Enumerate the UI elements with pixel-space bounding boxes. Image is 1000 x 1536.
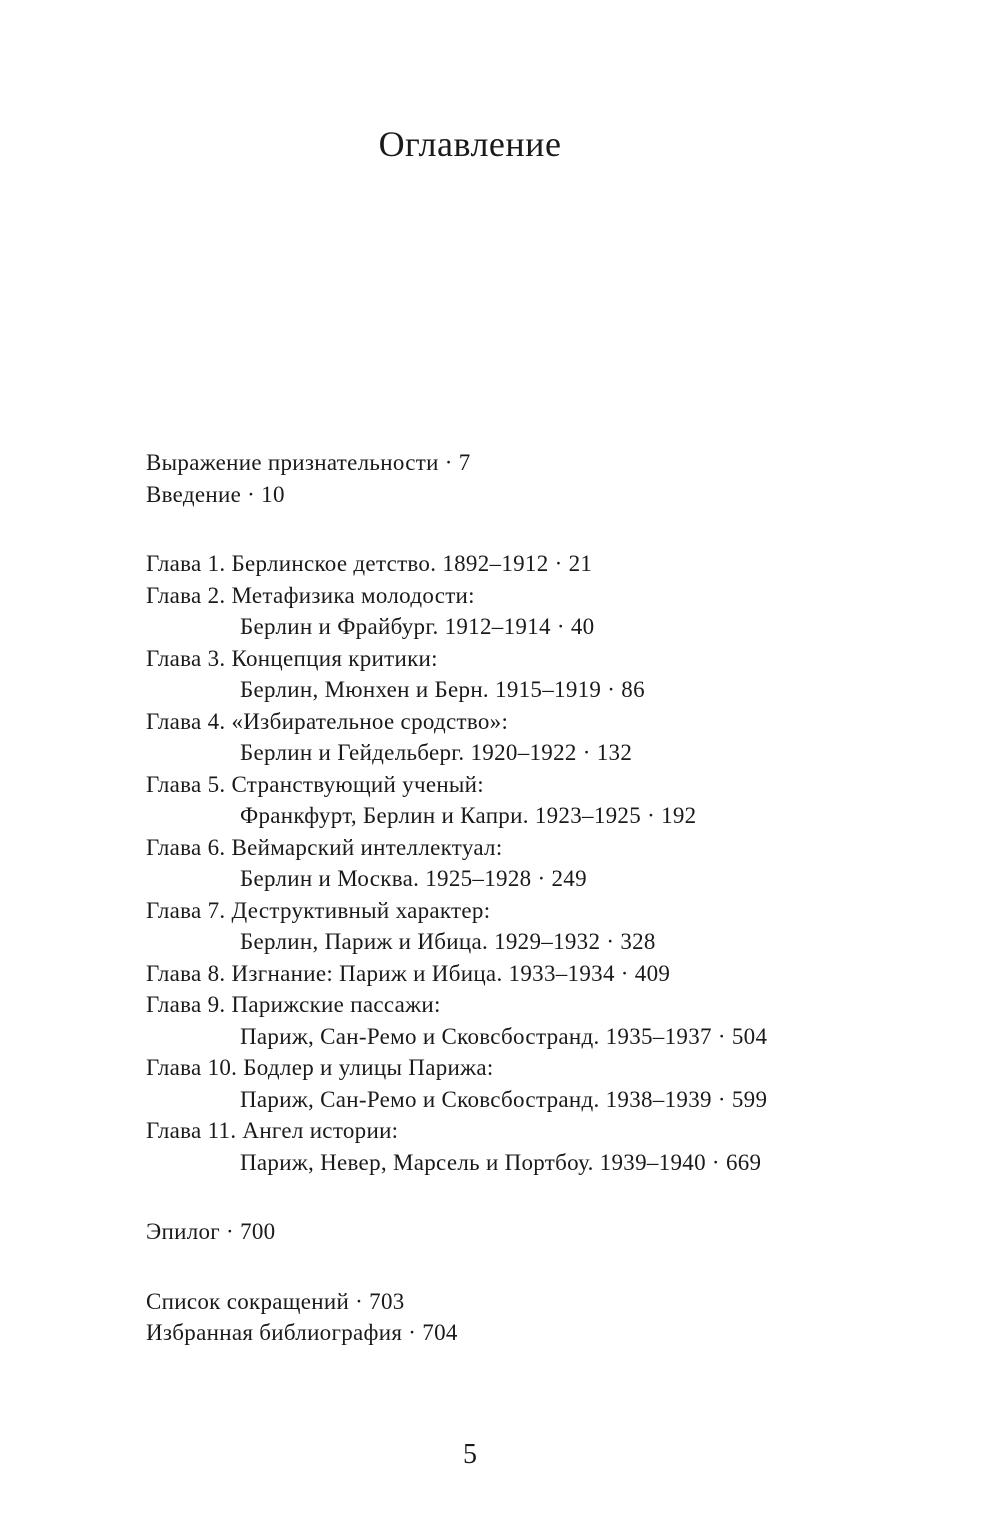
toc-chapter-title: Глава 8. Изгнание: Париж и Ибица. 1933–1934 · 409 bbox=[146, 960, 671, 986]
toc-chapter-title: Глава 6. Веймарский интеллектуал: bbox=[146, 834, 503, 860]
toc-chapters bbox=[146, 548, 926, 1178]
table-of-contents bbox=[146, 447, 926, 1349]
toc-entry-chapter-10 bbox=[146, 1052, 926, 1115]
toc-chapter-subtitle: Берлин и Москва. 1925–1928 · 249 bbox=[240, 866, 587, 891]
toc-chapter-subtitle: Париж, Невер, Марсель и Портбоу. 1939–1940 · 669 bbox=[240, 1149, 762, 1175]
toc-chapter-subtitle: Берлин, Париж и Ибица. 1929–1932 · 328 bbox=[240, 929, 656, 954]
toc-chapter-title: Глава 11. Ангел истории: bbox=[146, 1118, 399, 1143]
toc-entry-bibliography: Избранная библиография · 704 bbox=[146, 1320, 458, 1345]
toc-chapter-subtitle: Париж, Сан-Ремо и Сковсбостранд. 1935–1937 · 504 bbox=[240, 1023, 768, 1049]
toc-entry-chapter-1 bbox=[146, 548, 926, 580]
toc-chapter-title: Глава 7. Деструктивный характер: bbox=[146, 897, 491, 923]
toc-chapter-subtitle: Париж, Сан-Ремо и Сковсбостранд. 1938–1939 · 599 bbox=[240, 1086, 768, 1112]
toc-epilogue bbox=[146, 1216, 926, 1248]
toc-chapter-title: Глава 1. Берлинское детство. 1892–1912 · 21 bbox=[146, 551, 593, 576]
toc-entry-introduction: Введение · 10 bbox=[146, 481, 285, 507]
toc-chapter-subtitle: Берлин и Фрайбург. 1912–1914 · 40 bbox=[240, 614, 595, 639]
toc-chapter-title: Глава 5. Странствующий ученый: bbox=[146, 771, 484, 797]
toc-back-matter bbox=[146, 1286, 926, 1349]
toc-chapter-subtitle: Берлин и Гейдельберг. 1920–1922 · 132 bbox=[240, 740, 633, 765]
toc-entry-chapter-4 bbox=[146, 706, 926, 769]
toc-chapter-title: Глава 9. Парижские пассажи: bbox=[146, 992, 441, 1017]
toc-chapter-title: Глава 10. Бодлер и улицы Парижа: bbox=[146, 1055, 494, 1080]
toc-entry-chapter-7 bbox=[146, 895, 926, 958]
toc-entry-epilogue: Эпилог · 700 bbox=[146, 1219, 276, 1244]
page-number: 5 bbox=[463, 1439, 477, 1470]
toc-entry-chapter-8 bbox=[146, 958, 926, 990]
toc-chapter-title: Глава 3. Концепция критики: bbox=[146, 645, 438, 671]
page-title: Оглавление bbox=[378, 124, 562, 164]
toc-chapter-title: Глава 2. Метафизика молодости: bbox=[146, 582, 475, 608]
toc-chapter-title: Глава 4. «Избирательное сродство»: bbox=[146, 708, 509, 734]
toc-entry-chapter-9 bbox=[146, 989, 926, 1052]
toc-entry-abbreviations: Список сокращений · 703 bbox=[146, 1288, 405, 1314]
toc-entry-acknowledgements: Выражение признательности · 7 bbox=[146, 450, 471, 475]
toc-entry-chapter-11 bbox=[146, 1115, 926, 1178]
toc-entry-chapter-2 bbox=[146, 580, 926, 643]
toc-entry-chapter-6 bbox=[146, 832, 926, 895]
toc-front-matter bbox=[146, 447, 926, 510]
toc-entry-chapter-3 bbox=[146, 643, 926, 706]
toc-chapter-subtitle: Франкфурт, Берлин и Капри. 1923–1925 · 192 bbox=[240, 803, 697, 828]
toc-chapter-subtitle: Берлин, Мюнхен и Берн. 1915–1919 · 86 bbox=[240, 677, 645, 702]
toc-entry-chapter-5 bbox=[146, 769, 926, 832]
